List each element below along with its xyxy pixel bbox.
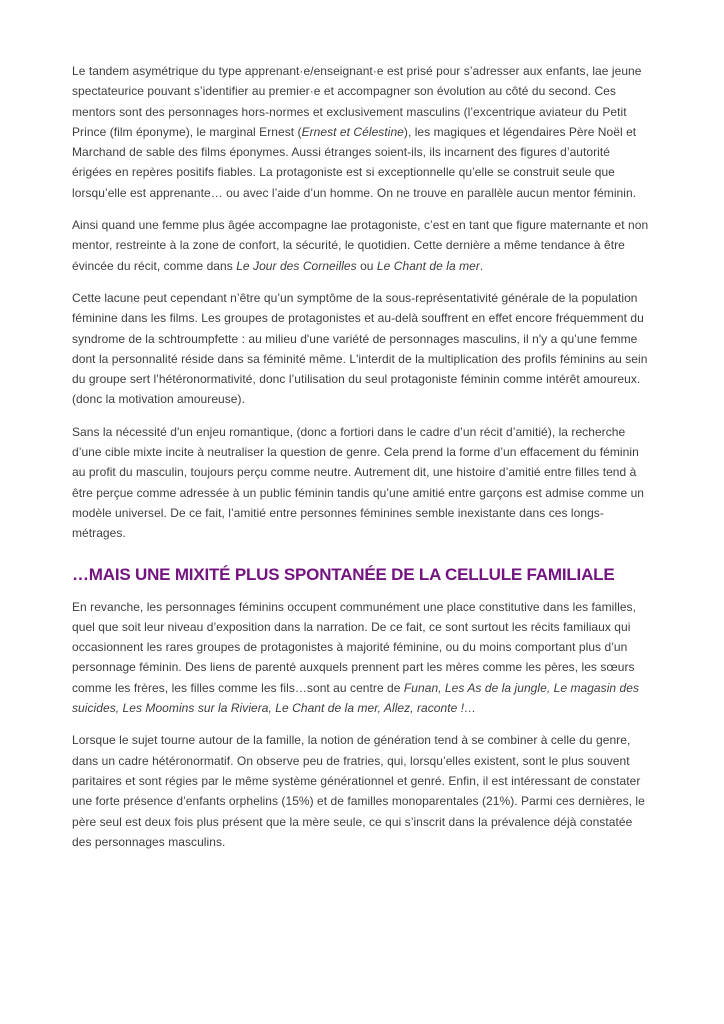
paragraph-figure-maternante: Ainsi quand une femme plus âgée accompagne lae protagoniste, c’est en tant que figure maternante et non mentor, restreinte à la zone de confort, la sécurité, le quotidien. Cette dernière a même tendance à être évincée du récit, comme dans Le Jour des Corneilles ou Le Chant de la mer.	[72, 218, 649, 273]
paragraph-familles: En revanche, les personnages féminins occupent communément une place constitutive dans les familles, quel que soit leur niveau d’exposition dans la narration. De ce fait, ce sont surtout les récits familiaux qui occasionnent les rares groupes de protagonistes à majorité féminine, ou du moins comportant plus d’un personnage féminin. Des liens de parenté auxquels prennent part les mères comme les pères, les sœurs comme les frères, les filles comme les fils…sont au centre de Funan, Les As de la jungle, Le magasin des suicides, Les Moomins sur la Riviera, Le Chant de la mer, Allez, raconte !…	[72, 599, 640, 716]
paragraph-generation-genre: Lorsque le sujet tourne autour de la famille, la notion de génération tend à se combiner à celle du genre, dans un cadre hétéronormatif. On observe peu de fratries, qui, lorsqu’elles existent, sont le plus souvent paritaires et sont régies par le même système générationnel et genré. Enfin, il est intéressant de constater une forte présence d’enfants orphelins (15%) et de familles monoparentales (21%). Parmi ces dernières, le père seul est deux fois plus présent que la mère seule, ce qui s’inscrit dans la prévalence déjà constatée des personnages masculins.	[72, 733, 645, 849]
paragraph-mentors: Le tandem asymétrique du type apprenant·e/enseignant·e est prisé pour s’adresser aux enfants, lae jeune spectateurice pouvant s’identifier au premier·e et accompagner son évolution au côté du second. Ces mentors sont des personnages hors-normes et exclusivement masculins (l’excentrique aviateur du Petit Prince (film éponyme), le marginal Ernest (Ernest et Célestine), les magiques et légendaires Père Noël et Marchand de sable des films éponymes. Aussi étranges soient-ils, ils incarnent des figures d’autorité érigées en repères positifs fiables. La protagoniste est si exceptionnelle qu’elle se construit seule que lorsqu’elle est apprenante… ou avec l’aide d’un homme. On ne trouve en parallèle aucun mentor féminin.	[72, 64, 642, 200]
section-heading-mixite-familiale: …MAIS UNE MIXITÉ PLUS SPONTANÉE DE LA CELLULE FAMILIALE	[72, 564, 615, 584]
paragraph-schtroumpfette: Cette lacune peut cependant n’être qu’un symptôme de la sous-représentativité générale de la population féminine dans les films. Les groupes de protagonistes et au-delà souffrent en effet encore fréquemment du syndrome de la schtroumpfette : au milieu d'une variété de personnages masculins, il n'y a qu’une femme dont la personnalité réside dans sa féminité même. L'interdit de la multiplication des profils féminins au sein du groupe sert l’hétéronormativité, donc l’utilisation du seul protagoniste féminin comme intérêt amoureux. (donc la motivation amoureuse).	[72, 290, 648, 407]
paragraph-amitie: Sans la nécessité d'un enjeu romantique, (donc a fortiori dans le cadre d’un récit d’amitié), la recherche d’une cible mixte incite à neutraliser la question de genre. Cela prend la forme d’un effacement du féminin au profit du masculin, toujours perçu comme neutre. Autrement dit, une histoire d’amitié entre filles tend à être perçue comme adressée à un public féminin tandis qu’une amitié entre garçons est admise comme un modèle universel. De ce fait, l’amitié entre personnes féminines semble inexistante dans ces longs-métrages.	[72, 424, 645, 541]
